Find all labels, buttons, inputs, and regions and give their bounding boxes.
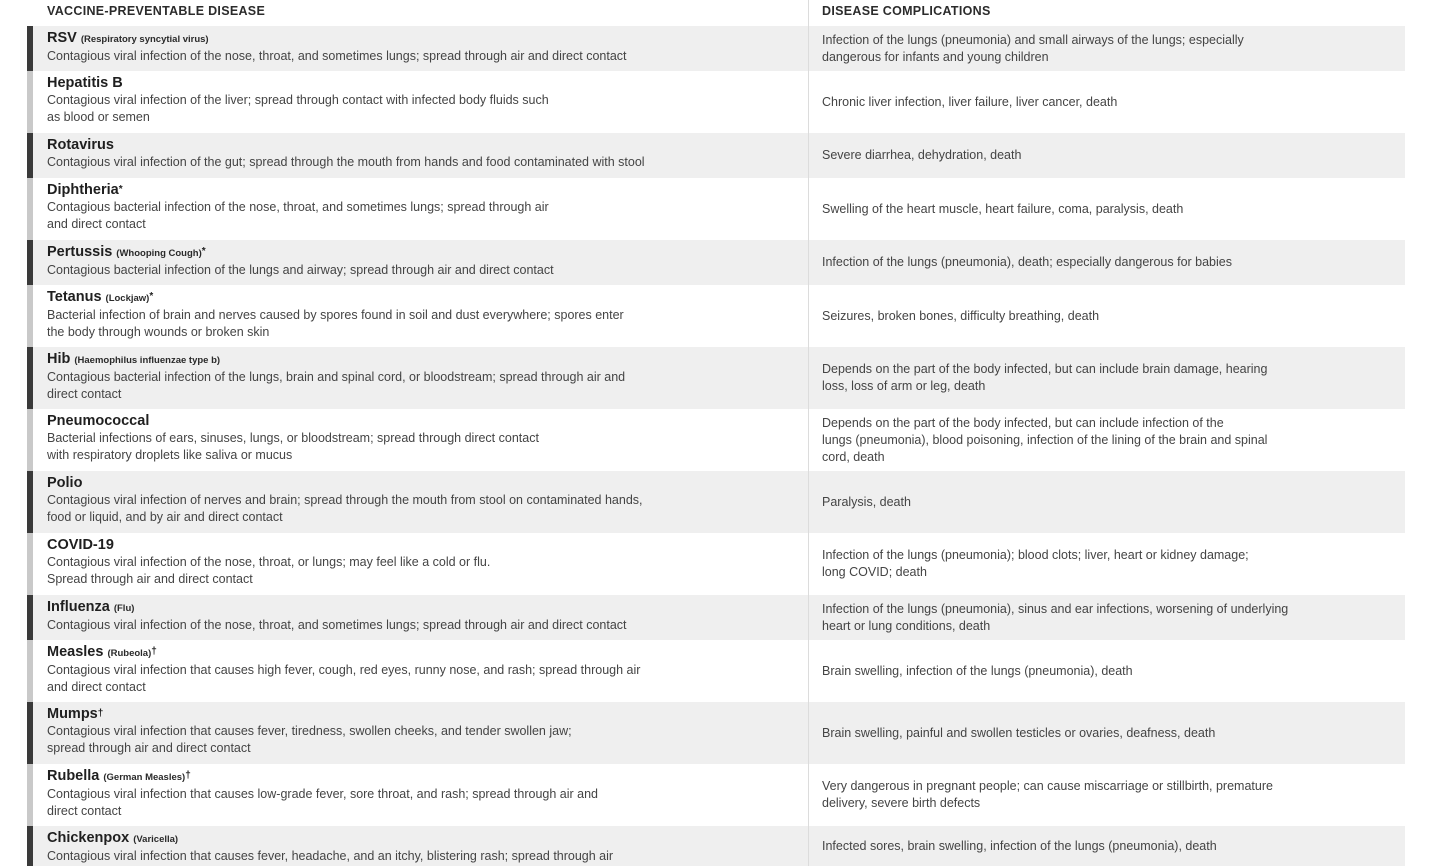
complications-line: Infection of the lungs (pneumonia); blood clots; liver, heart or kidney damage; bbox=[822, 548, 1249, 562]
complications-cell bbox=[808, 595, 1405, 640]
disease-cell bbox=[33, 640, 808, 702]
disease-description-line: as blood or semen bbox=[47, 110, 150, 124]
disease-name: RSV bbox=[47, 30, 77, 46]
complications-cell bbox=[808, 702, 1405, 764]
table-row bbox=[27, 178, 1405, 240]
disease-alt-name: (Respiratory syncytial virus) bbox=[80, 34, 209, 45]
complications-text bbox=[822, 254, 1232, 271]
disease-name: Tetanus bbox=[47, 289, 102, 305]
disease-description-line: and direct contact bbox=[47, 217, 146, 231]
complications-line: Severe diarrhea, dehydration, death bbox=[822, 148, 1022, 162]
table-row bbox=[27, 595, 1405, 640]
complications-line: delivery, severe birth defects bbox=[822, 796, 981, 810]
disease-name: Diphtheria bbox=[47, 182, 119, 198]
disease-cell bbox=[33, 133, 808, 178]
disease-name-line bbox=[47, 598, 800, 617]
disease-name: Pertussis bbox=[47, 244, 113, 260]
complications-text bbox=[822, 32, 1244, 66]
complications-line: Seizures, broken bones, difficulty breathing, death bbox=[822, 308, 1100, 323]
disease-table bbox=[27, 0, 1405, 866]
complications-cell bbox=[808, 133, 1405, 178]
table-row bbox=[27, 640, 1405, 702]
complications-line: dangerous for infants and young children bbox=[822, 49, 1049, 64]
disease-name-line bbox=[47, 767, 800, 786]
disease-alt-name: (Varicella) bbox=[133, 834, 179, 845]
complications-line: Chronic liver infection, liver failure, liver cancer, death bbox=[822, 94, 1118, 109]
complications-text bbox=[822, 663, 1133, 680]
disease-description-line: Contagious bacterial infection of the lungs and airway; spread through air and direct contact bbox=[47, 263, 554, 277]
disease-alt-name: (Whooping Cough) bbox=[116, 248, 202, 259]
disease-name-line bbox=[47, 829, 800, 848]
disease-name: Rubella bbox=[47, 768, 100, 784]
complications-line: loss, loss of arm or leg, death bbox=[822, 379, 986, 393]
disease-description-line: direct contact bbox=[47, 804, 122, 818]
complications-line: Paralysis, death bbox=[822, 494, 911, 509]
disease-alt-name: (Rubeola) bbox=[107, 648, 152, 659]
disease-cell bbox=[33, 826, 808, 866]
complications-cell bbox=[808, 285, 1405, 347]
footnote-mark: † bbox=[151, 646, 157, 657]
disease-name-line bbox=[47, 412, 800, 430]
table-body bbox=[27, 26, 1405, 866]
complications-line: Infection of the lungs (pneumonia) and small airways of the lungs; especially bbox=[822, 32, 1244, 47]
complications-cell bbox=[808, 71, 1405, 133]
complications-cell bbox=[808, 533, 1405, 595]
table-row bbox=[27, 826, 1405, 866]
complications-cell bbox=[808, 764, 1405, 826]
table-row bbox=[27, 347, 1405, 409]
table-row bbox=[27, 26, 1405, 71]
disease-name: COVID-19 bbox=[47, 537, 114, 553]
disease-description-line: direct contact bbox=[47, 387, 122, 401]
complications-line: Infection of the lungs (pneumonia), death; especially dangerous for babies bbox=[822, 255, 1232, 269]
disease-description-line: Contagious viral infection that causes fever, tiredness, swollen cheeks, and tender swollen jaw; bbox=[47, 724, 572, 738]
disease-description-line: Contagious bacterial infection of the lungs, brain and spinal cord, or bloodstream; spread through air and bbox=[47, 370, 626, 384]
disease-name: Pneumococcal bbox=[47, 413, 150, 429]
table-row bbox=[27, 285, 1405, 347]
table-row bbox=[27, 71, 1405, 133]
complications-text bbox=[822, 725, 1215, 742]
disease-name: Measles bbox=[47, 644, 104, 660]
disease-description-line: Bacterial infections of ears, sinuses, lungs, or bloodstream; spread through direct contact bbox=[47, 431, 539, 445]
disease-description-line: Contagious viral infection of the nose, throat, or lungs; may feel like a cold or flu. bbox=[47, 555, 491, 569]
complications-line: lungs (pneumonia), blood poisoning, infection of the lining of the brain and spinal bbox=[822, 432, 1268, 447]
table-row bbox=[27, 471, 1405, 533]
disease-cell bbox=[33, 285, 808, 347]
complications-text bbox=[822, 494, 911, 511]
disease-cell bbox=[33, 533, 808, 595]
complications-line: long COVID; death bbox=[822, 565, 927, 579]
disease-alt-name: (Haemophilus influenzae type b) bbox=[74, 355, 221, 366]
complications-cell bbox=[808, 826, 1405, 866]
disease-description-line: Contagious viral infection of the gut; spread through the mouth from hands and food contaminated with stool bbox=[47, 155, 645, 169]
complications-line: Brain swelling, infection of the lungs (pneumonia), death bbox=[822, 663, 1133, 678]
complications-text bbox=[822, 838, 1217, 855]
complications-line: Depends on the part of the body infected, but can include brain damage, hearing bbox=[822, 362, 1268, 376]
complications-cell bbox=[808, 240, 1405, 285]
disease-name: Mumps bbox=[47, 706, 98, 722]
disease-name: Influenza bbox=[47, 599, 110, 615]
disease-name: Hib bbox=[47, 351, 71, 367]
disease-name-line bbox=[47, 74, 800, 92]
disease-description-line: Contagious viral infection of the nose, throat, and sometimes lungs; spread through air and direct contact bbox=[47, 618, 627, 632]
disease-description-line: Contagious bacterial infection of the nose, throat, and sometimes lungs; spread through air bbox=[47, 200, 549, 214]
complications-text bbox=[822, 547, 1249, 581]
disease-name: Chickenpox bbox=[47, 830, 130, 846]
complications-line: cord, death bbox=[822, 449, 885, 464]
disease-cell bbox=[33, 471, 808, 533]
complications-text bbox=[822, 94, 1117, 111]
complications-text bbox=[822, 778, 1273, 812]
disease-cell bbox=[33, 240, 808, 285]
complications-text bbox=[822, 308, 1099, 325]
disease-description-line: Bacterial infection of brain and nerves caused by spores found in soil and dust everywhere; spores enter bbox=[47, 308, 624, 322]
footnote-mark: * bbox=[201, 246, 206, 257]
disease-name: Polio bbox=[47, 475, 83, 491]
disease-name: Hepatitis B bbox=[47, 75, 123, 91]
table-row bbox=[27, 409, 1405, 471]
disease-alt-name: (German Measles) bbox=[103, 772, 186, 783]
disease-description-line: and direct contact bbox=[47, 680, 146, 694]
disease-name-line bbox=[47, 350, 800, 369]
disease-description-line: spread through air and direct contact bbox=[47, 741, 251, 755]
disease-cell bbox=[33, 702, 808, 764]
disease-name-line bbox=[47, 536, 800, 554]
disease-cell bbox=[33, 595, 808, 640]
disease-description-line: Spread through air and direct contact bbox=[47, 572, 253, 586]
disease-cell bbox=[33, 26, 808, 71]
complications-text bbox=[822, 415, 1267, 466]
complications-line: Swelling of the heart muscle, heart failure, coma, paralysis, death bbox=[822, 201, 1184, 216]
complications-cell bbox=[808, 178, 1405, 240]
complications-line: Infection of the lungs (pneumonia), sinus and ear infections, worsening of underlying bbox=[822, 601, 1289, 616]
disease-description-line: with respiratory droplets like saliva or mucus bbox=[47, 448, 293, 462]
complications-cell bbox=[808, 471, 1405, 533]
disease-alt-name: (Flu) bbox=[113, 603, 135, 614]
disease-cell bbox=[33, 347, 808, 409]
complications-line: Brain swelling, painful and swollen testicles or ovaries, deafness, death bbox=[822, 725, 1216, 740]
complications-cell bbox=[808, 26, 1405, 71]
disease-description-line: Contagious viral infection that causes fever, headache, and an itchy, blistering rash; spread through air bbox=[47, 849, 614, 863]
disease-name: Rotavirus bbox=[47, 137, 114, 153]
table-row bbox=[27, 702, 1405, 764]
footnote-mark: * bbox=[118, 184, 123, 195]
table-row bbox=[27, 240, 1405, 285]
table-row bbox=[27, 133, 1405, 178]
disease-name-line bbox=[47, 474, 800, 492]
disease-name-line bbox=[47, 29, 800, 48]
disease-alt-name: (Lockjaw) bbox=[105, 293, 150, 304]
disease-name-line bbox=[47, 288, 800, 307]
disease-description-line: Contagious viral infection that causes low-grade fever, sore throat, and rash; spread through air and bbox=[47, 787, 599, 801]
table-header bbox=[27, 0, 1405, 26]
complications-cell bbox=[808, 347, 1405, 409]
disease-description-line: Contagious viral infection of the nose, throat, and sometimes lungs; spread through air and direct contact bbox=[47, 49, 627, 63]
disease-name-line bbox=[47, 705, 800, 723]
disease-name-line bbox=[47, 243, 800, 262]
table-row bbox=[27, 764, 1405, 826]
disease-cell bbox=[33, 178, 808, 240]
complications-text bbox=[822, 601, 1288, 635]
complications-text bbox=[822, 201, 1183, 218]
complications-line: Depends on the part of the body infected, but can include infection of the bbox=[822, 415, 1224, 430]
complications-line: heart or lung conditions, death bbox=[822, 618, 991, 633]
disease-name-line bbox=[47, 181, 800, 199]
complications-cell bbox=[808, 640, 1405, 702]
disease-description-line: food or liquid, and by air and direct contact bbox=[47, 510, 283, 524]
disease-cell bbox=[33, 409, 808, 471]
disease-description-line: Contagious viral infection of the liver; spread through contact with infected body fluids such bbox=[47, 93, 549, 107]
table-row bbox=[27, 533, 1405, 595]
footnote-mark: † bbox=[97, 708, 104, 719]
disease-description-line: Contagious viral infection of nerves and brain; spread through the mouth from stool on contaminated hands, bbox=[47, 493, 643, 507]
disease-cell bbox=[33, 764, 808, 826]
footnote-mark: * bbox=[149, 291, 154, 302]
complications-line: Infected sores, brain swelling, infection of the lungs (pneumonia), death bbox=[822, 838, 1217, 853]
disease-description-line: Contagious viral infection that causes high fever, cough, red eyes, runny nose, and rash; spread through air bbox=[47, 663, 641, 677]
footnote-mark: † bbox=[185, 770, 191, 781]
disease-description-line: the body through wounds or broken skin bbox=[47, 325, 270, 339]
disease-cell bbox=[33, 71, 808, 133]
header-disease-complications: DISEASE COMPLICATIONS bbox=[808, 0, 1405, 26]
disease-name-line bbox=[47, 136, 800, 154]
header-vaccine-preventable-disease: VACCINE-PREVENTABLE DISEASE bbox=[47, 4, 266, 18]
complications-text bbox=[822, 147, 1021, 164]
disease-name-line bbox=[47, 643, 800, 662]
complications-cell bbox=[808, 409, 1405, 471]
complications-line: Very dangerous in pregnant people; can cause miscarriage or stillbirth, premature bbox=[822, 779, 1273, 793]
complications-text bbox=[822, 361, 1267, 395]
